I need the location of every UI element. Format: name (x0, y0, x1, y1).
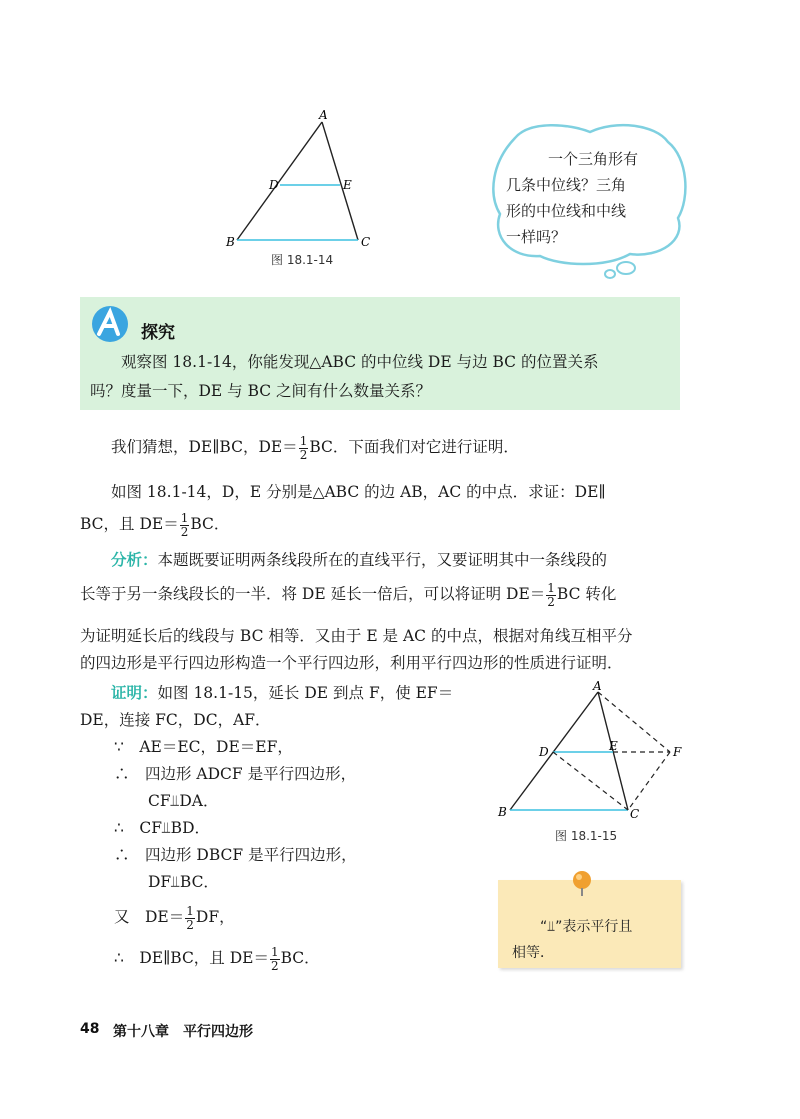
fraction-half: $\frac{1}{2}$ (270, 944, 279, 973)
page-number: 48 (80, 1021, 100, 1037)
side-ab (510, 692, 598, 810)
point-a-label: A (593, 680, 602, 693)
explore-icon (90, 304, 130, 344)
note-line-1: “⫫”表示平行且 (540, 919, 633, 935)
point-b-label: B (226, 235, 235, 249)
proof-step-4: ∴ CF⫫BD． (114, 819, 211, 837)
point-b-label: B (498, 805, 507, 819)
pushpin-icon (570, 868, 594, 898)
proof-step-6: DF⫫BC． (148, 873, 219, 891)
point-e-label: E (343, 178, 352, 192)
bubble-line-2: 几条中位线？三角 (506, 176, 627, 194)
chapter-title: 第十八章 平行四边形 (113, 1024, 253, 1040)
explore-line-1: 观察图 18.1-14，你能发现△ABC 的中位线 DE 与边 BC 的位置关系 (121, 353, 599, 371)
figure-18-1-15-caption: 图 18.1-15 (555, 829, 618, 843)
analysis-line-1: 分析：本题既要证明两条线段所在的直线平行，又要证明其中一条线段的 (111, 551, 608, 569)
given-text-pre: BC，且 DE＝ (80, 515, 179, 533)
note-line-2: 相等． (512, 945, 554, 961)
side-ab (237, 122, 322, 240)
point-d-label: D (539, 745, 549, 759)
fraction-half: $\frac{1}{2}$ (299, 433, 308, 462)
point-c-label: C (630, 807, 640, 821)
guess-text-post: BC．下面我们对它进行证明． (309, 438, 519, 456)
bubble-line-4: 一样吗？ (506, 228, 567, 246)
guess-text-pre: 我们猜想，DE∥BC，DE＝ (111, 438, 298, 456)
proof-step-1: ∵ AE＝EC，DE＝EF， (114, 738, 293, 756)
figure-18-1-14-caption: 图 18.1-14 (271, 253, 334, 267)
proof-label: 证明： (111, 684, 158, 702)
point-e-label: E (609, 739, 618, 753)
analysis-line-3: 为证明延长后的线段与 BC 相等．又由于 E 是 AC 的中点，根据对角线互相平分 (80, 627, 633, 645)
proof-step-3: CF⫫DA． (148, 792, 219, 810)
bubble-line-1: 一个三角形有 (548, 150, 639, 168)
proof-step-7: 又 DE＝ $\frac{1}{2}$ DF， (114, 903, 235, 932)
fraction-half: $\frac{1}{2}$ (186, 903, 194, 932)
proof-step-5: ∴ 四边形 DBCF 是平行四边形， (114, 846, 357, 864)
point-d-label: D (269, 178, 279, 192)
fraction-half: $\frac{1}{2}$ (180, 510, 189, 539)
bubble-line-3: 形的中位线和中线 (506, 202, 627, 220)
analysis-line-2: 长等于另一条线段长的一半．将 DE 延长一倍后，可以将证明 DE＝ $\frac{1}{2}$ BC 转化 (80, 580, 617, 609)
proof-line-2: DE，连接 FC，DC，AF． (80, 711, 271, 729)
point-c-label: C (361, 235, 371, 249)
explore-title: 探究 (141, 323, 175, 343)
given-text-post: BC． (190, 515, 230, 533)
point-f-label: F (673, 745, 682, 759)
proof-step-8: ∴ DE∥BC，且 DE＝ $\frac{1}{2}$ BC． (114, 944, 320, 973)
analysis-line-4: 的四边形是平行四边形构造一个平行四边形，利用平行四边形的性质进行证明． (80, 654, 623, 672)
guess-line (111, 430, 519, 464)
segment-dc (553, 752, 628, 810)
fraction-half: $\frac{1}{2}$ (547, 580, 555, 609)
proof-step-2: ∴ 四边形 ADCF 是平行四边形， (114, 765, 357, 783)
proof-line-1: 证明：如图 18.1-15，延长 DE 到点 F，使 EF＝ (111, 684, 454, 702)
given-line-2 (80, 507, 229, 541)
analysis-label: 分析： (111, 551, 158, 569)
segment-fc (628, 752, 670, 810)
explore-line-2: 吗？度量一下，DE 与 BC 之间有什么数量关系？ (90, 382, 432, 400)
given-line-1: 如图 18.1-14，D，E 分别是△ABC 的边 AB，AC 的中点．求证：DE∥ (111, 483, 606, 501)
figure-18-1-15 (495, 680, 695, 825)
side-ac (322, 122, 358, 240)
point-a-label: A (319, 110, 328, 122)
